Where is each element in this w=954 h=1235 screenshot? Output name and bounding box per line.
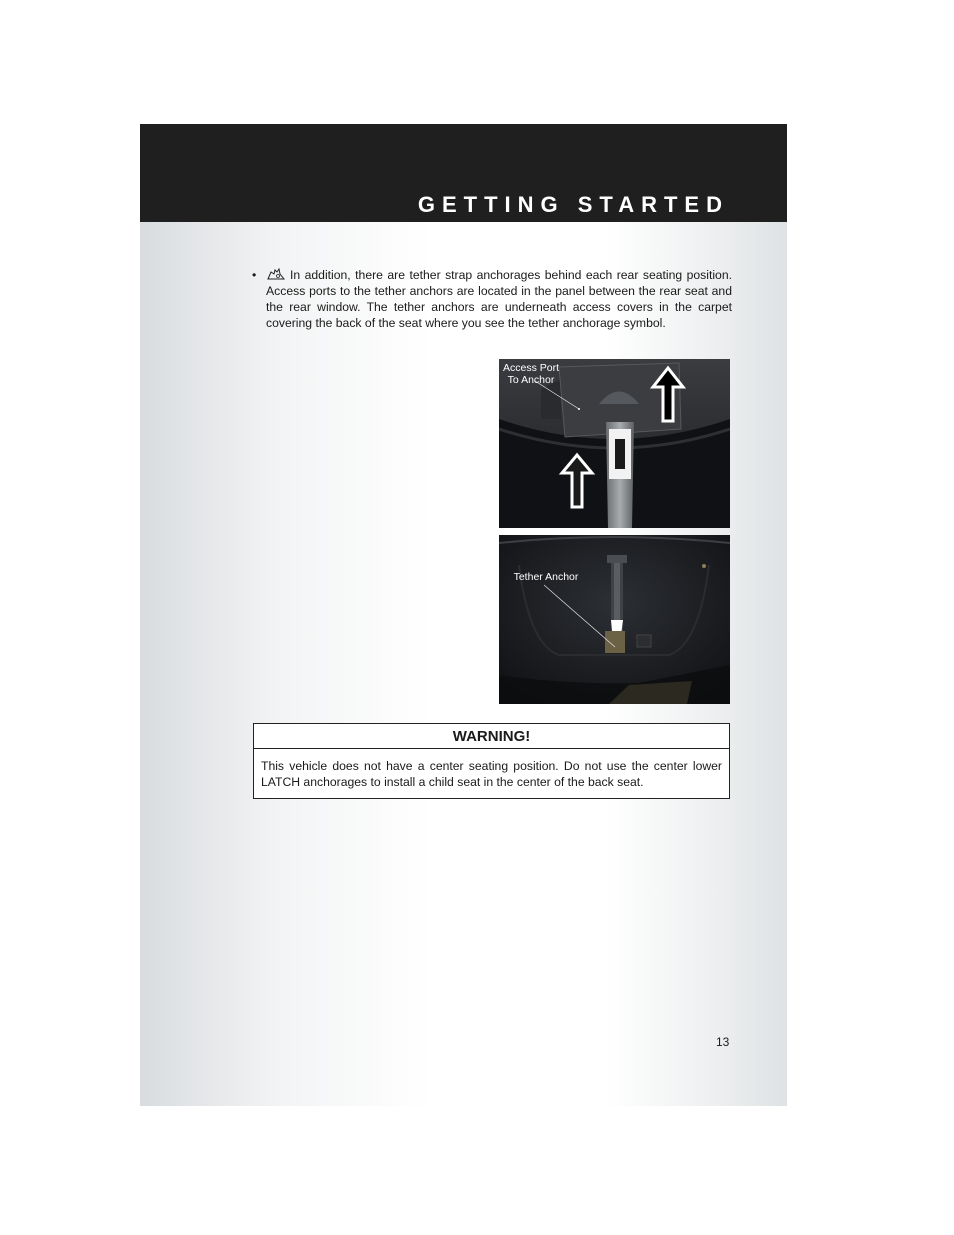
bullet-item (252, 267, 732, 331)
warning-text: This vehicle does not have a center seating position. Do not use the center lower LATCH anchorages to install a child seat in the center of the back seat. (261, 759, 722, 789)
access-port-callout (501, 362, 561, 386)
bullet-marker: • (252, 268, 257, 282)
access-port-label-line1: Access Port (502, 362, 560, 374)
tether-anchor-photo-graphic (499, 535, 730, 704)
tether-anchor-callout: Tether Anchor (513, 571, 579, 583)
bullet-text: In addition, there are tether strap anchorages behind each rear seating position. Access ports to the tether anchors are located in the panel between the rear seat and the rear window. The tether anchors are underneath access covers in the carpet covering the back of the seat where you see the tether anchorage symbol. (266, 268, 732, 330)
page-number: 13 (716, 1035, 730, 1049)
section-title: GETTING STARTED (417, 192, 729, 217)
warning-title: WARNING! (254, 724, 729, 749)
tether-anchor-photo (499, 535, 730, 704)
warning-box (253, 723, 730, 799)
access-port-label-line2: To Anchor (507, 374, 555, 386)
access-port-photo (499, 359, 730, 528)
section-header (140, 124, 787, 222)
tether-anchorage-symbol-icon (266, 268, 286, 280)
bullet-paragraph (266, 267, 732, 331)
